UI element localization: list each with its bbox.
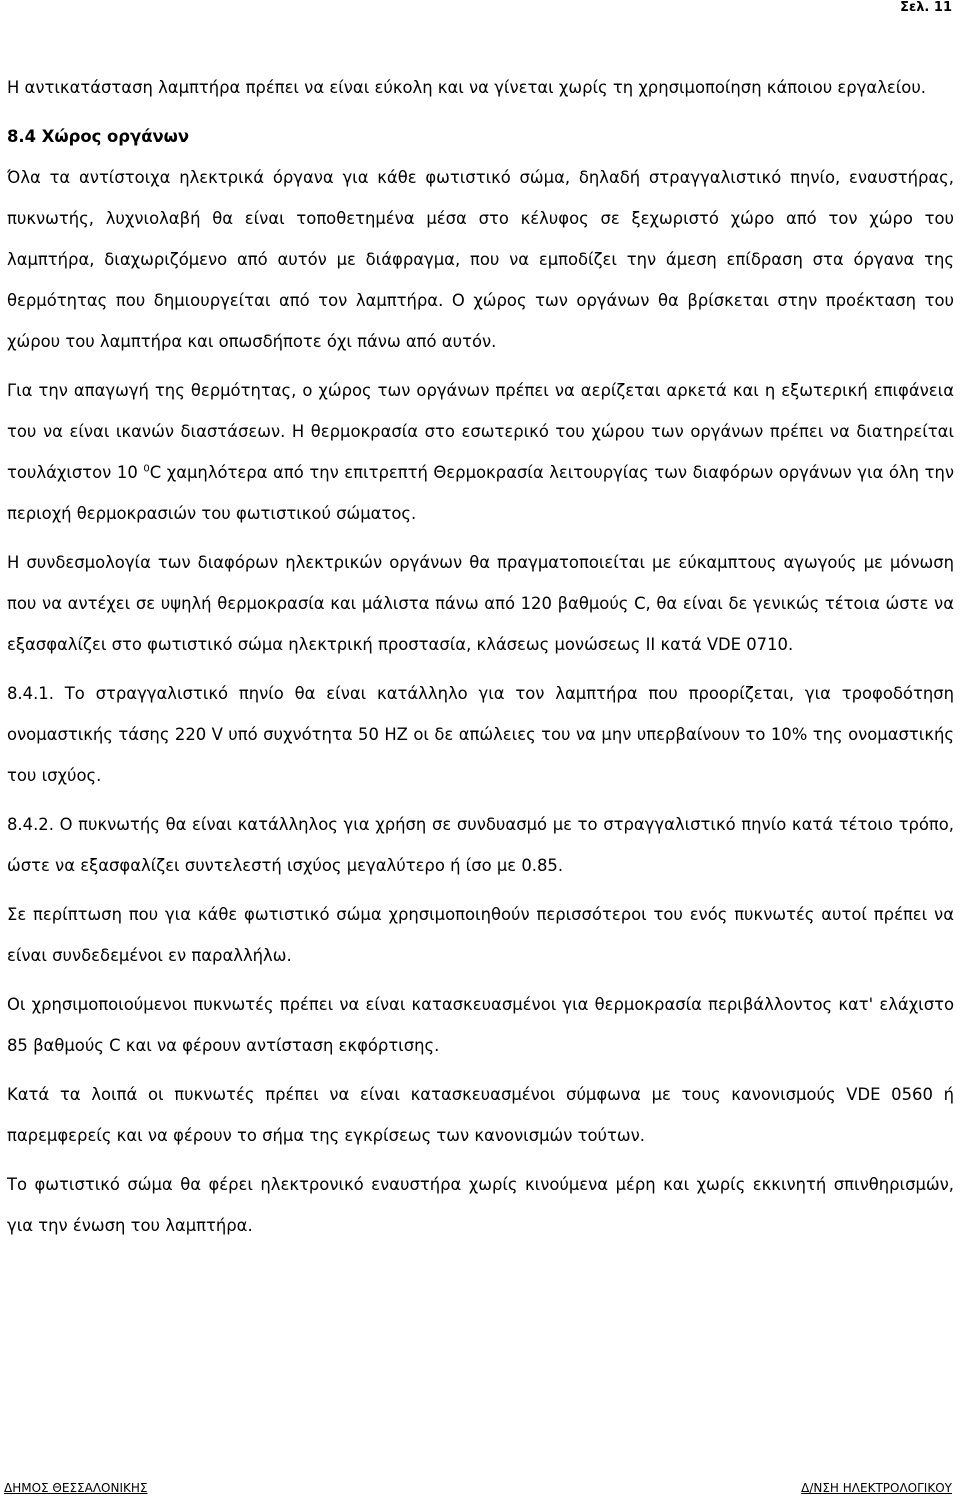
paragraph-capacitor: 8.4.2. Ο πυκνωτής θα είναι κατάλληλος για χρήση σε συνδυασμό με το στραγγαλιστικό πηνίο κατά τέτοιο τρόπο, ώστε να εξασφαλίζει συντελεστή ισχύος μεγαλύτερο ή ίσο με 0.85. <box>7 815 954 875</box>
paragraph-igniter: Το φωτιστικό σώμα θα φέρει ηλεκτρονικό εναυστήρα χωρίς κινούμενα μέρη και χωρίς εκκινητή σπινθηρισμών, για την ένωση του λαμπτήρα. <box>7 1175 954 1235</box>
paragraph-wiring: Η συνδεσμολογία των διαφόρων ηλεκτρικών οργάνων θα πραγματοποιείται με εύκαμπτους αγωγούς με μόνωση που να αντέχει σε υψηλή θερμοκρασία και μάλιστα πάνω από 120 βαθμούς C, θα είναι δε γενικώς τέτοια ώστε να εξασφαλίζει στο φωτιστικό σώμα ηλεκτρική προστασία, κλάσεως μονώσεως ΙΙ κατά VDE 0710. <box>7 553 954 654</box>
footer-municipality: ΔΗΜΟΣ ΘΕΣΣΑΛΟΝΙΚΗΣ <box>4 1481 148 1495</box>
paragraph-heat-dissipation-part2: C χαμηλότερα από την επιτρεπτή Θερμοκρασία λειτουργίας των διαφόρων οργάνων για όλη την περιοχή θερμοκρασιών του φωτιστικού σώματος. <box>7 463 954 523</box>
paragraph-heat-dissipation-part1: Για την απαγωγή της θερμότητας, ο χώρος των οργάνων πρέπει να αερίζεται αρκετά και η εξωτερική επιφάνεια του να είναι ικανών διαστάσεων. Η θερμοκρασία στο εσωτερικό του χώρου των οργάνων πρέπει να διατηρείται τουλάχιστον 10 <box>7 381 954 482</box>
paragraph-instrument-space: Όλα τα αντίστοιχα ηλεκτρικά όργανα για κάθε φωτιστικό σώμα, δηλαδή στραγγαλιστικό πηνίο, εναυστήρας, πυκνωτής, λυχνιολαβή θα είναι τοποθετημένα μέσα στο κέλυφος σε ξεχωριστό χώρο από τον χώρο του λαμπτήρα, διαχωριζόμενο από αυτόν με διάφραγμα, που να εμποδίζει την άμεση επίδραση στα όργανα της θερμότητας που δημιουργείται από τον λαμπτήρα. Ο χώρος των οργάνων θα βρίσκεται στην προέκταση του χώρου του λαμπτήρα και οπωσδήποτε όχι πάνω από αυτόν. <box>7 168 954 351</box>
paragraph-heat-dissipation <box>7 370 954 534</box>
page-number: Σελ. 11 <box>900 0 952 15</box>
paragraph-parallel-capacitors: Σε περίπτωση που για κάθε φωτιστικό σώμα χρησιμοποιηθούν περισσότεροι του ενός πυκνωτές αυτοί πρέπει να είναι συνδεδεμένοι εν παραλλήλω. <box>7 905 954 965</box>
paragraph-capacitor-standards: Κατά τα λοιπά οι πυκνωτές πρέπει να είναι κατασκευασμένοι σύμφωνα με τους κανονισμούς VDE 0560 ή παρεμφερείς και να φέρουν το σήμα της εγκρίσεως των κανονισμών τούτων. <box>7 1085 954 1145</box>
footer-department: Δ/ΝΣΗ ΗΛΕΚΤΡΟΛΟΓΙΚΟΥ <box>801 1481 952 1495</box>
paragraph-ballast: 8.4.1. Το στραγγαλιστικό πηνίο θα είναι κατάλληλο για τον λαμπτήρα που προορίζεται, για τροφοδότηση ονομαστικής τάσης 220 V υπό συχνότητα 50 HZ οι δε απώλειες του να μην υπερβαίνουν το 10% της ονομαστικής του ισχύος. <box>7 684 954 785</box>
paragraph-lamp-replacement: Η αντικατάσταση λαμπτήρα πρέπει να είναι εύκολη και να γίνεται χωρίς τη χρησιμοποίηση κάποιου εργαλείου. <box>7 78 927 97</box>
document-body <box>7 67 954 1254</box>
degree-superscript: 0 <box>143 463 150 475</box>
section-heading: 8.4 Χώρος οργάνων <box>7 127 190 146</box>
paragraph-capacitor-temperature: Οι χρησιμοποιούμενοι πυκνωτές πρέπει να είναι κατασκευασμένοι για θερμοκρασία περιβάλλοντος κατ' ελάχιστο 85 βαθμούς C και να φέρουν αντίσταση εκφόρτισης. <box>7 995 954 1055</box>
